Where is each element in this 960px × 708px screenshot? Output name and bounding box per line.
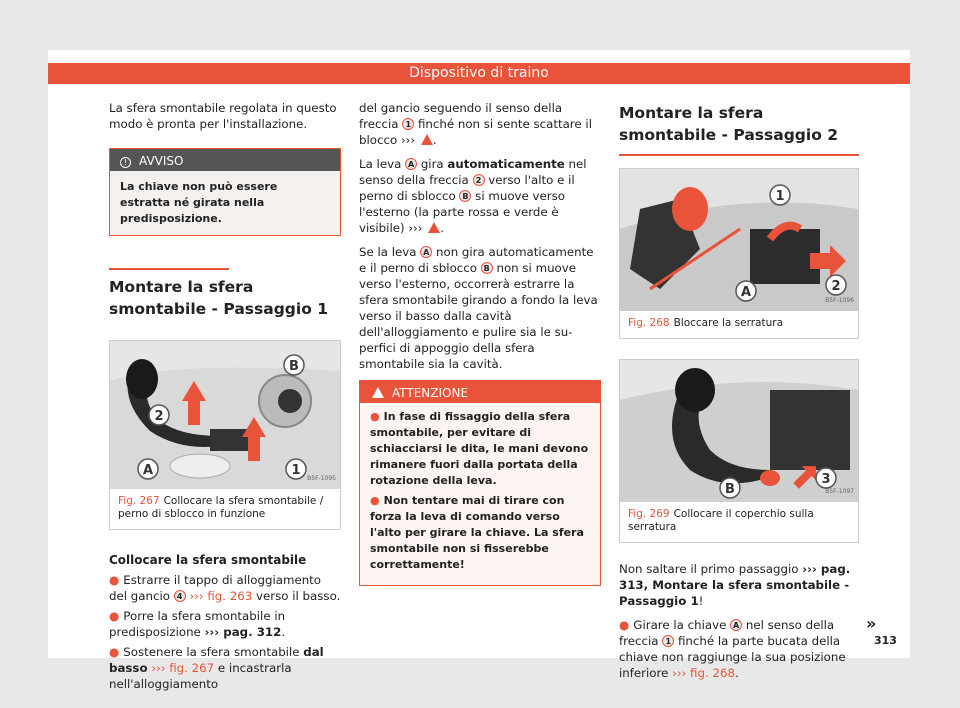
figure-number: Fig. 267	[118, 495, 160, 507]
warning-icon	[372, 387, 384, 398]
fig-link[interactable]: fig. 267	[169, 661, 215, 675]
figure-268-caption: Fig. 268 Bloccare la serratura	[628, 317, 784, 329]
page-header: Dispositivo di traino	[48, 63, 910, 84]
section-title-step2: Montare la sfera smontabile - Passaggio 2	[619, 100, 859, 156]
paragraph: La leva A gira automaticamente nel senso della freccia 2 verso l'alto e il perno di sblocco B si muove verso l'esterno (la parte rossa e verde è visibile) ››› .	[359, 157, 587, 235]
towbar-illustration	[110, 341, 340, 489]
column-3	[619, 100, 859, 685]
list-item: ● Porre la sfera smontabile in predisposizione ››› pag. 312.	[109, 609, 286, 639]
figure-code: B5F-1095	[307, 475, 336, 482]
list-item: ● Girare la chiave A nel senso della freccia 1 finché la parte bucata della chiave non raggiunge la sua posizione inferiore ››› fig. 268.	[619, 618, 846, 680]
warning-icon	[421, 134, 433, 145]
attenzione-box	[359, 380, 601, 586]
figure-269-caption: Fig. 269 Collocare il coperchio sulla serratura	[628, 508, 814, 533]
svg-text:1: 1	[775, 189, 785, 204]
caption-text: Collocare la sfera smontabile / perno di sblocco in funzione	[118, 495, 324, 520]
svg-text:2: 2	[831, 279, 841, 294]
column-1	[109, 100, 341, 696]
page-link[interactable]: ››› pag. 313, Montare la sfera smontabile - Passaggio 1	[619, 562, 851, 608]
list-item: ● In fase di fissaggio della sfera smontabile, per evitare di schiacciarsi le dita, le mani devono rimanere fuori dalla portata della rotazione della leva.	[370, 410, 589, 487]
avviso-box	[109, 148, 341, 236]
section-title-step1: Montare la sfera smontabile - Passaggio 1	[109, 268, 229, 320]
list-item: ● Non tentare mai di tirare con forza la leva di comando verso l'alto per girare la chiave. La sfera smontabile non si fisserebbe correttamente!	[370, 494, 584, 571]
figure-267-caption	[110, 489, 340, 529]
figure-code: B5F-1096	[825, 297, 854, 304]
column-2	[359, 100, 601, 586]
page-number: 313	[874, 634, 897, 647]
paragraph: del gancio seguendo il senso della freccia 1 finché non si sente scattare il blocco ››› .	[359, 101, 592, 147]
avviso-title: AVVISO	[139, 154, 184, 168]
continue-marker: »	[866, 614, 877, 633]
svg-text:3: 3	[821, 472, 831, 487]
paragraph: Se la leva A non gira automaticamente e il perno di sblocco B non si muove verso l'esterno, occorrerà estrarre la sfera smontabile girando a fondo la leva verso il basso dalla cavità dell'alloggiamento e pulire sia le superfici di appoggio della sfera smontabile sia la cavità.	[359, 245, 598, 371]
svg-text:2: 2	[154, 409, 164, 424]
attenzione-header	[360, 381, 600, 403]
warning-icon	[428, 222, 440, 233]
figure-269	[619, 359, 859, 543]
cover-illustration	[620, 360, 858, 502]
avviso-header	[110, 149, 340, 171]
fig-link[interactable]: fig. 263	[207, 589, 253, 603]
list-item: ● Estrarre il tappo di alloggiamento del gancio 4 ››› fig. 263 verso il basso.	[109, 573, 341, 603]
intro-paragraph: La sfera smontabile regolata in questo modo è pronta per l'installazione.	[109, 101, 337, 131]
page-link[interactable]: ››› pag. 312	[204, 625, 282, 639]
svg-text:1: 1	[291, 463, 301, 478]
list-item: ● Sostenere la sfera smontabile dal basso ››› fig. 267 e incastrarla nell'alloggiamento	[109, 645, 324, 691]
figure-267	[109, 340, 341, 530]
figure-268-image	[620, 169, 858, 311]
figure-267-image	[110, 341, 340, 489]
fig-link[interactable]: fig. 268	[690, 666, 735, 680]
subheading: Collocare la sfera smontabile	[109, 553, 307, 567]
figure-268	[619, 168, 859, 339]
attenzione-title: ATTENZIONE	[392, 386, 469, 400]
svg-text:A: A	[740, 285, 752, 300]
svg-text:B: B	[725, 482, 735, 497]
lock-illustration	[620, 169, 858, 311]
svg-text:B: B	[289, 359, 299, 374]
figure-269-image	[620, 360, 858, 502]
avviso-body: La chiave non può essere estratta né girata nella predisposizione.	[110, 171, 340, 235]
attenzione-body	[360, 403, 600, 585]
info-icon: !	[120, 157, 131, 168]
svg-text:A: A	[142, 463, 154, 478]
paragraph: Non saltare il primo passaggio ››› pag. 313, Montare la sfera smontabile - Passaggio 1!	[619, 562, 851, 608]
figure-code: B5F-1097	[825, 488, 854, 495]
callout-badge: 4	[174, 590, 186, 602]
